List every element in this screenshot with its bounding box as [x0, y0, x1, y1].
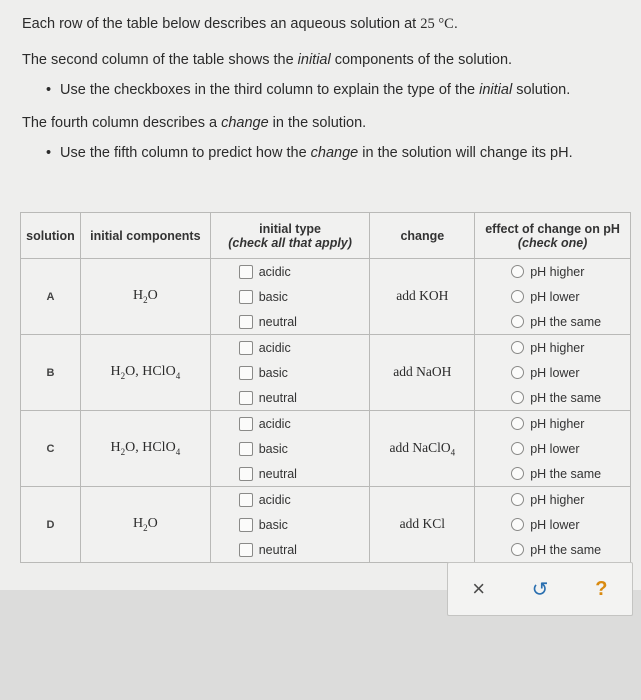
type-option-neutral[interactable] — [211, 537, 370, 562]
effect-option[interactable] — [475, 487, 630, 512]
instruction-bullet-2: • Use the fifth column to predict how the change in the solution will change its pH. — [46, 145, 573, 161]
header-solution: solution — [21, 213, 81, 259]
effect-option[interactable] — [475, 335, 630, 360]
type-option-acidic[interactable] — [211, 487, 370, 512]
option-label: neutral — [258, 314, 297, 329]
option-label: pH higher — [530, 264, 585, 279]
header-initial-components: initial components — [80, 213, 210, 259]
help-button[interactable] — [586, 574, 616, 604]
effect-option[interactable] — [475, 360, 630, 385]
type-option-basic[interactable] — [211, 512, 370, 537]
initial-components: $H_2O$ — [80, 487, 210, 563]
effect-cell — [475, 335, 631, 411]
radio-icon[interactable] — [511, 442, 524, 455]
change-cell: add NaClO$_4$ — [370, 411, 475, 487]
checkbox-icon[interactable] — [239, 518, 253, 532]
effect-option[interactable] — [475, 259, 630, 284]
option-label: pH higher — [530, 340, 585, 355]
table-row — [21, 487, 631, 563]
header-effect: effect of change on pH (check one) — [475, 213, 631, 259]
type-option-basic[interactable] — [211, 436, 370, 461]
type-option-acidic[interactable] — [211, 411, 370, 436]
radio-icon[interactable] — [511, 366, 524, 379]
initial-components: $H_2O$, HClO$_4$ — [80, 411, 210, 487]
undo-button[interactable] — [525, 574, 555, 604]
option-label: neutral — [258, 542, 297, 557]
radio-icon[interactable] — [511, 543, 524, 556]
initial-type-cell — [210, 259, 370, 335]
radio-icon[interactable] — [511, 493, 524, 506]
solution-table — [20, 212, 631, 563]
option-label: basic — [258, 517, 288, 532]
radio-icon[interactable] — [511, 290, 524, 303]
type-option-basic[interactable] — [211, 360, 370, 385]
checkbox-icon[interactable] — [239, 366, 253, 380]
table-header-row — [21, 213, 631, 259]
bullet-dot-icon: • — [46, 82, 52, 98]
option-label: acidic — [258, 492, 291, 507]
type-option-neutral[interactable] — [211, 461, 370, 486]
option-label: acidic — [258, 416, 291, 431]
change-cell: add NaOH — [370, 335, 475, 411]
table-row — [21, 259, 631, 335]
instruction-bullet-1: • Use the checkboxes in the third column to explain the type of the initial solution. — [46, 82, 571, 98]
close-icon: × — [472, 576, 486, 601]
option-label: pH the same — [530, 314, 602, 329]
change-cell: add KCl — [370, 487, 475, 563]
option-label: acidic — [258, 264, 291, 279]
checkbox-icon[interactable] — [239, 493, 253, 507]
checkbox-icon[interactable] — [239, 341, 253, 355]
option-label: pH higher — [530, 492, 585, 507]
option-label: pH higher — [530, 416, 585, 431]
type-option-acidic[interactable] — [211, 259, 370, 284]
effect-cell — [475, 487, 631, 563]
initial-type-cell — [210, 487, 370, 563]
option-label: basic — [258, 441, 288, 456]
answer-toolbar — [447, 562, 633, 616]
effect-option[interactable] — [475, 284, 630, 309]
type-option-basic[interactable] — [211, 284, 370, 309]
radio-icon[interactable] — [511, 341, 524, 354]
option-label: basic — [258, 289, 288, 304]
effect-cell — [475, 259, 631, 335]
type-option-neutral[interactable] — [211, 309, 370, 334]
solution-label: D — [21, 487, 81, 563]
radio-icon[interactable] — [511, 315, 524, 328]
effect-option[interactable] — [475, 537, 630, 562]
undo-icon: ↺ — [531, 578, 549, 601]
option-label: neutral — [258, 466, 297, 481]
solution-label: B — [21, 335, 81, 411]
initial-type-cell — [210, 335, 370, 411]
table-row — [21, 411, 631, 487]
checkbox-icon[interactable] — [239, 417, 253, 431]
checkbox-icon[interactable] — [239, 442, 253, 456]
instruction-line-4: The fourth column describes a change in the solution. — [22, 115, 367, 131]
initial-type-cell — [210, 411, 370, 487]
option-label: acidic — [258, 340, 291, 355]
instruction-line-1: Each row of the table below describes an aqueous solution at 25 °C. — [22, 16, 458, 32]
radio-icon[interactable] — [511, 518, 524, 531]
effect-option[interactable] — [475, 411, 630, 436]
radio-icon[interactable] — [511, 391, 524, 404]
option-label: pH lower — [530, 441, 580, 456]
type-option-acidic[interactable] — [211, 335, 370, 360]
option-label: pH lower — [530, 517, 580, 532]
option-label: pH the same — [530, 466, 602, 481]
bullet-dot-icon: • — [46, 145, 52, 161]
initial-components: $H_2O$ — [80, 259, 210, 335]
header-change: change — [370, 213, 475, 259]
checkbox-icon[interactable] — [239, 543, 253, 557]
table-row — [21, 335, 631, 411]
checkbox-icon[interactable] — [239, 290, 253, 304]
option-label: pH the same — [530, 390, 602, 405]
type-option-neutral[interactable] — [211, 385, 370, 410]
solution-label: C — [21, 411, 81, 487]
initial-components: $H_2O$, HClO$_4$ — [80, 335, 210, 411]
checkbox-icon[interactable] — [239, 391, 253, 405]
option-label: pH the same — [530, 542, 602, 557]
checkbox-icon[interactable] — [239, 265, 253, 279]
help-icon: ? — [595, 577, 608, 600]
option-label: pH lower — [530, 365, 580, 380]
effect-option[interactable] — [475, 461, 630, 486]
effect-option[interactable] — [475, 309, 630, 334]
option-label: pH lower — [530, 289, 580, 304]
effect-option[interactable] — [475, 436, 630, 461]
instruction-line-2: The second column of the table shows the initial components of the solution. — [22, 52, 513, 68]
option-label: neutral — [258, 390, 297, 405]
header-initial-type: initial type (check all that apply) — [210, 213, 370, 259]
checkbox-icon[interactable] — [239, 315, 253, 329]
option-label: basic — [258, 365, 288, 380]
radio-icon[interactable] — [511, 417, 524, 430]
radio-icon[interactable] — [511, 265, 524, 278]
checkbox-icon[interactable] — [239, 467, 253, 481]
radio-icon[interactable] — [511, 467, 524, 480]
close-button[interactable] — [464, 574, 494, 604]
change-cell: add KOH — [370, 259, 475, 335]
effect-option[interactable] — [475, 385, 630, 410]
effect-cell — [475, 411, 631, 487]
effect-option[interactable] — [475, 512, 630, 537]
solution-label: A — [21, 259, 81, 335]
